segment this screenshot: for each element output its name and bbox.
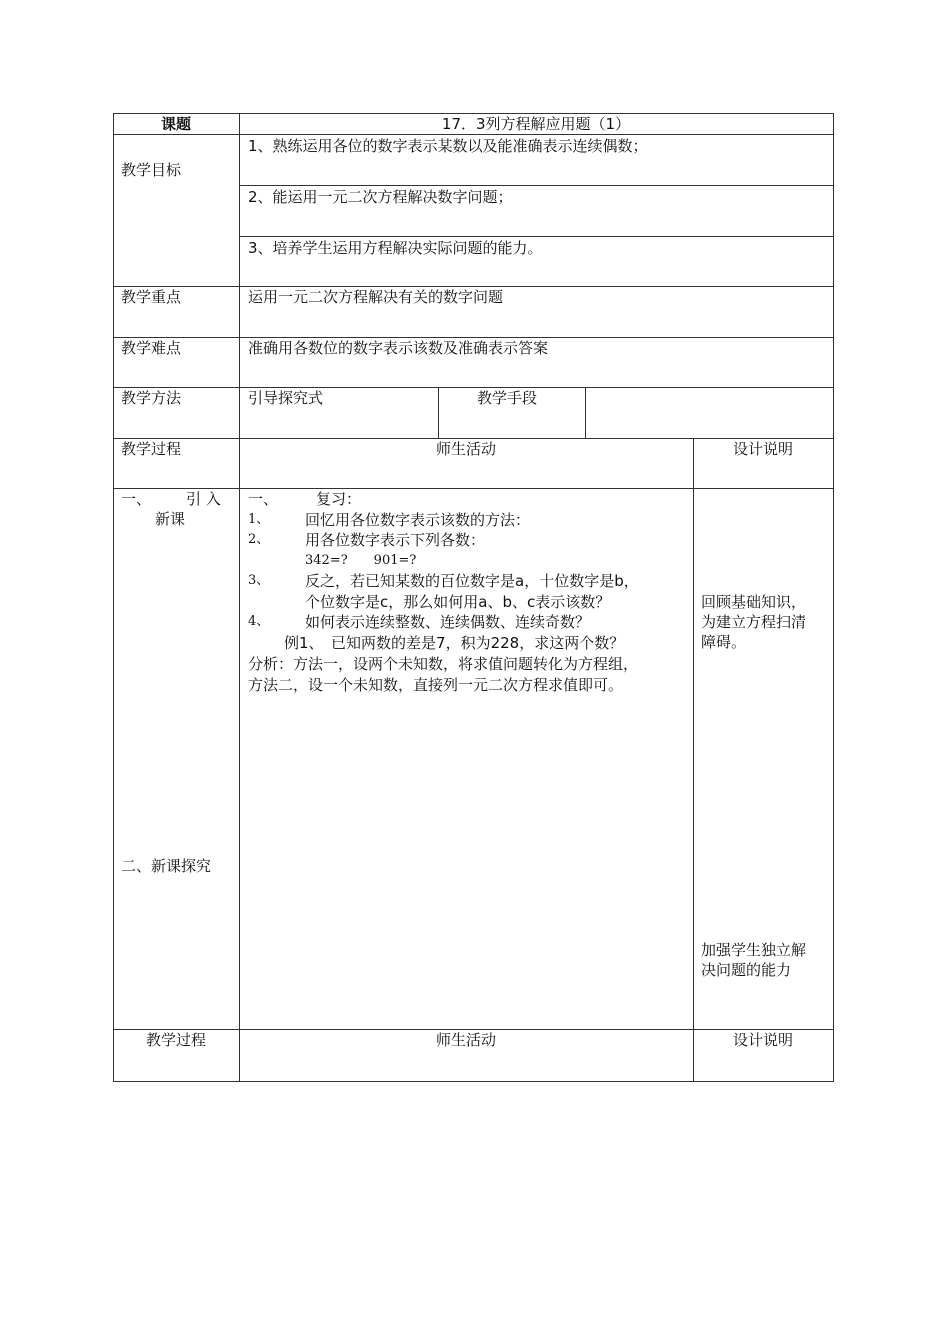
list-item-text: 用各位数字表示下列各数：	[305, 531, 486, 549]
process-label: 教学过程	[121, 440, 182, 458]
process-label-repeat: 教学过程	[145, 1031, 206, 1049]
list-item-text: 如何表示连续整数、连续偶数、连续奇数？	[305, 613, 591, 631]
review-title: 复习：	[316, 490, 362, 508]
stage2-title: 二、新课探究	[121, 857, 212, 875]
row-line	[113, 488, 834, 489]
objective-item: 1、熟练运用各位的数字表示某数以及能准确表示连续偶数；	[248, 137, 648, 155]
topic-label: 课题	[160, 115, 191, 133]
list-item-number: 4、	[248, 614, 270, 629]
list-item-text: 个位数字是c，那么如何用a、b、c表示该数？	[305, 593, 611, 611]
note-header: 设计说明	[732, 440, 793, 458]
col-line	[585, 387, 586, 438]
means-label: 教学手段	[477, 389, 538, 407]
difficulty-label: 教学难点	[121, 339, 182, 357]
design-note-line: 障碍。	[701, 633, 747, 651]
method-label: 教学方法	[121, 389, 182, 407]
row-line	[113, 387, 834, 388]
list-item-text: 回忆用各位数字表示该数的方法：	[305, 511, 531, 529]
col-line	[693, 438, 694, 1081]
design-note-line: 决问题的能力	[701, 961, 792, 979]
row-line	[239, 236, 834, 237]
list-item-text: 342=? 901=?	[305, 553, 417, 568]
design-note-line: 加强学生独立解	[701, 941, 807, 959]
row-line	[239, 185, 834, 186]
list-item-number: 3、	[248, 573, 270, 588]
stage1-title-a: 引 入	[186, 490, 221, 508]
objective-item: 2、能运用一元二次方程解决数字问题；	[248, 188, 513, 206]
table-border-bottom	[113, 1081, 834, 1082]
activity-header: 师生活动	[435, 440, 496, 458]
objectives-label: 教学目标	[121, 161, 182, 179]
key-point-label: 教学重点	[121, 288, 182, 306]
col-line	[239, 113, 240, 1081]
review-number: 一、	[248, 490, 279, 508]
table-border-left	[113, 113, 114, 1081]
difficulty-value: 准确用各数位的数字表示该数及准确表示答案	[248, 339, 549, 357]
objective-item: 3、培养学生运用方程解决实际问题的能力。	[248, 239, 543, 257]
method-value: 引导探究式	[248, 389, 324, 407]
list-item-text: 反之，若已知某数的百位数字是a，十位数字是b，	[305, 572, 639, 590]
key-point-value: 运用一元二次方程解决有关的数字问题	[248, 288, 504, 306]
design-note-line: 为建立方程扫清	[701, 613, 807, 631]
col-line	[438, 387, 439, 438]
activity-header-repeat: 师生活动	[435, 1031, 496, 1049]
stage1-title-b: 新课	[155, 510, 186, 528]
analysis-line: 分析：方法一，设两个未知数，将求值问题转化为方程组，	[248, 655, 639, 673]
row-line	[113, 134, 834, 135]
list-item-number: 1、	[248, 512, 270, 527]
note-header-repeat: 设计说明	[732, 1031, 793, 1049]
list-item-number: 2、	[248, 532, 270, 547]
stage1-number: 一、	[121, 490, 152, 508]
design-note-line: 回顾基础知识，	[701, 593, 807, 611]
example-text: 例1、 已知两数的差是7，积为228，求这两个数？	[284, 634, 625, 652]
table-border-right	[833, 113, 834, 1081]
topic-value: 17．3列方程解应用题（1）	[441, 115, 631, 133]
analysis-line: 方法二，设一个未知数，直接列一元二次方程求值即可。	[248, 676, 624, 694]
